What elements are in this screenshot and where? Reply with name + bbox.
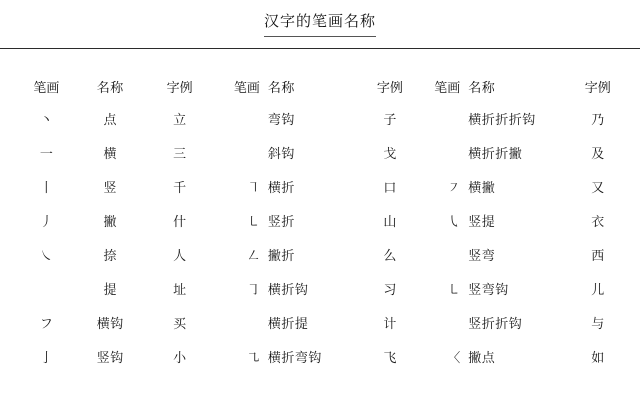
header-name: 名称 [267,80,295,96]
cell-name: 横折折折钩 [468,112,536,128]
cell-stroke: 〈 [447,350,461,366]
cell-name: 撇 [103,214,117,230]
table-row [22,339,210,373]
cell-name: 点 [103,112,117,128]
cell-name: 竖钩 [96,350,124,366]
cell-stroke: ㇈ [246,350,260,366]
cell-stroke: 丨 [39,180,53,196]
cell-example: 如 [591,350,605,366]
cell-example: 计 [383,316,397,332]
cell-name: 横折折撇 [468,146,523,162]
cell-example: 子 [383,112,397,128]
cell-example: 什 [173,214,187,230]
table-row [430,101,618,135]
stroke-column-2 [226,71,414,373]
cell-stroke: ㇜ [246,248,260,264]
stroke-column-3 [430,71,618,373]
cell-example: 买 [173,316,187,332]
table-row [430,305,618,339]
cell-name: 横折钩 [267,282,309,298]
cell-name: 竖提 [468,214,496,230]
cell-example: 飞 [383,350,397,366]
cell-example: 西 [591,248,605,264]
cell-name: 横钩 [96,316,124,332]
header-stroke: 笔画 [33,80,60,96]
cell-name: 竖弯钩 [468,282,509,298]
cell-example: 口 [383,180,397,196]
header-example: 字例 [584,80,611,96]
cell-stroke: ㇄ [246,214,260,230]
stroke-column-1 [22,71,210,373]
cell-example: 与 [591,316,605,332]
cell-stroke: ㇇ [447,180,461,196]
cell-name: 竖折 [267,214,295,230]
table-row [226,237,414,271]
cell-name: 撇点 [468,350,496,366]
column-header-row [22,71,210,101]
cell-stroke: ㇆ [246,282,260,298]
cell-name: 竖折折钩 [468,316,523,332]
cell-example: 人 [173,248,187,264]
header-name: 名称 [468,80,496,96]
header-example: 字例 [166,80,193,96]
cell-stroke: フ [39,316,53,332]
cell-name: 斜钩 [267,146,295,162]
table-row [430,339,618,373]
cell-name: 横撇 [468,180,496,196]
cell-stroke: ㇄ [447,282,461,298]
cell-name: 竖弯 [468,248,496,264]
header-stroke: 笔画 [434,80,461,96]
table-row [226,203,414,237]
column-header-row [430,71,618,101]
cell-example: 衣 [591,214,605,230]
table-row [22,271,210,305]
cell-name: 横折 [267,180,295,196]
cell-name: 弯钩 [267,112,295,128]
table-row [22,169,210,203]
table-row [22,101,210,135]
table-row [226,135,414,169]
title-container [0,0,640,37]
table-row [226,101,414,135]
cell-name: 提 [103,282,117,298]
table-row [430,135,618,169]
cell-example: 又 [591,180,605,196]
header-stroke: 笔画 [233,80,260,96]
cell-example: 千 [173,180,187,196]
cell-name: 竖 [103,180,117,196]
stroke-table [0,49,640,373]
cell-example: 戈 [383,146,397,162]
table-row [22,237,210,271]
cell-name: 撇折 [267,248,295,264]
page-title: 汉字的笔画名称 [264,10,376,37]
table-row [226,169,414,203]
cell-name: 横 [103,146,117,162]
table-row [226,305,414,339]
cell-stroke: 丿 [39,214,53,230]
table-row [22,203,210,237]
cell-example: 儿 [591,282,605,298]
cell-example: 乃 [591,112,605,128]
cell-stroke: 丶 [39,112,53,128]
cell-example: 址 [173,282,187,298]
cell-name: 横折弯钩 [267,350,322,366]
table-row [22,135,210,169]
cell-stroke: 亅 [39,350,53,366]
cell-example: 立 [173,112,187,128]
cell-stroke: ㇕ [246,180,260,196]
table-row [22,305,210,339]
table-row [226,339,414,373]
cell-stroke: 一 [39,146,53,162]
column-header-row [226,71,414,101]
cell-example: 小 [173,350,187,366]
cell-stroke: ㇏ [39,248,53,264]
cell-example: 习 [383,282,397,298]
cell-stroke: ㇂ [447,214,461,230]
table-row [430,203,618,237]
header-example: 字例 [376,80,403,96]
header-name: 名称 [96,80,124,96]
cell-example: 么 [383,248,397,264]
cell-name: 横折提 [267,316,309,332]
table-row [430,169,618,203]
table-row [430,237,618,271]
table-row [430,271,618,305]
cell-example: 及 [591,146,605,162]
cell-example: 三 [173,146,187,162]
table-row [226,271,414,305]
cell-example: 山 [383,214,397,230]
cell-name: 捺 [103,248,117,264]
